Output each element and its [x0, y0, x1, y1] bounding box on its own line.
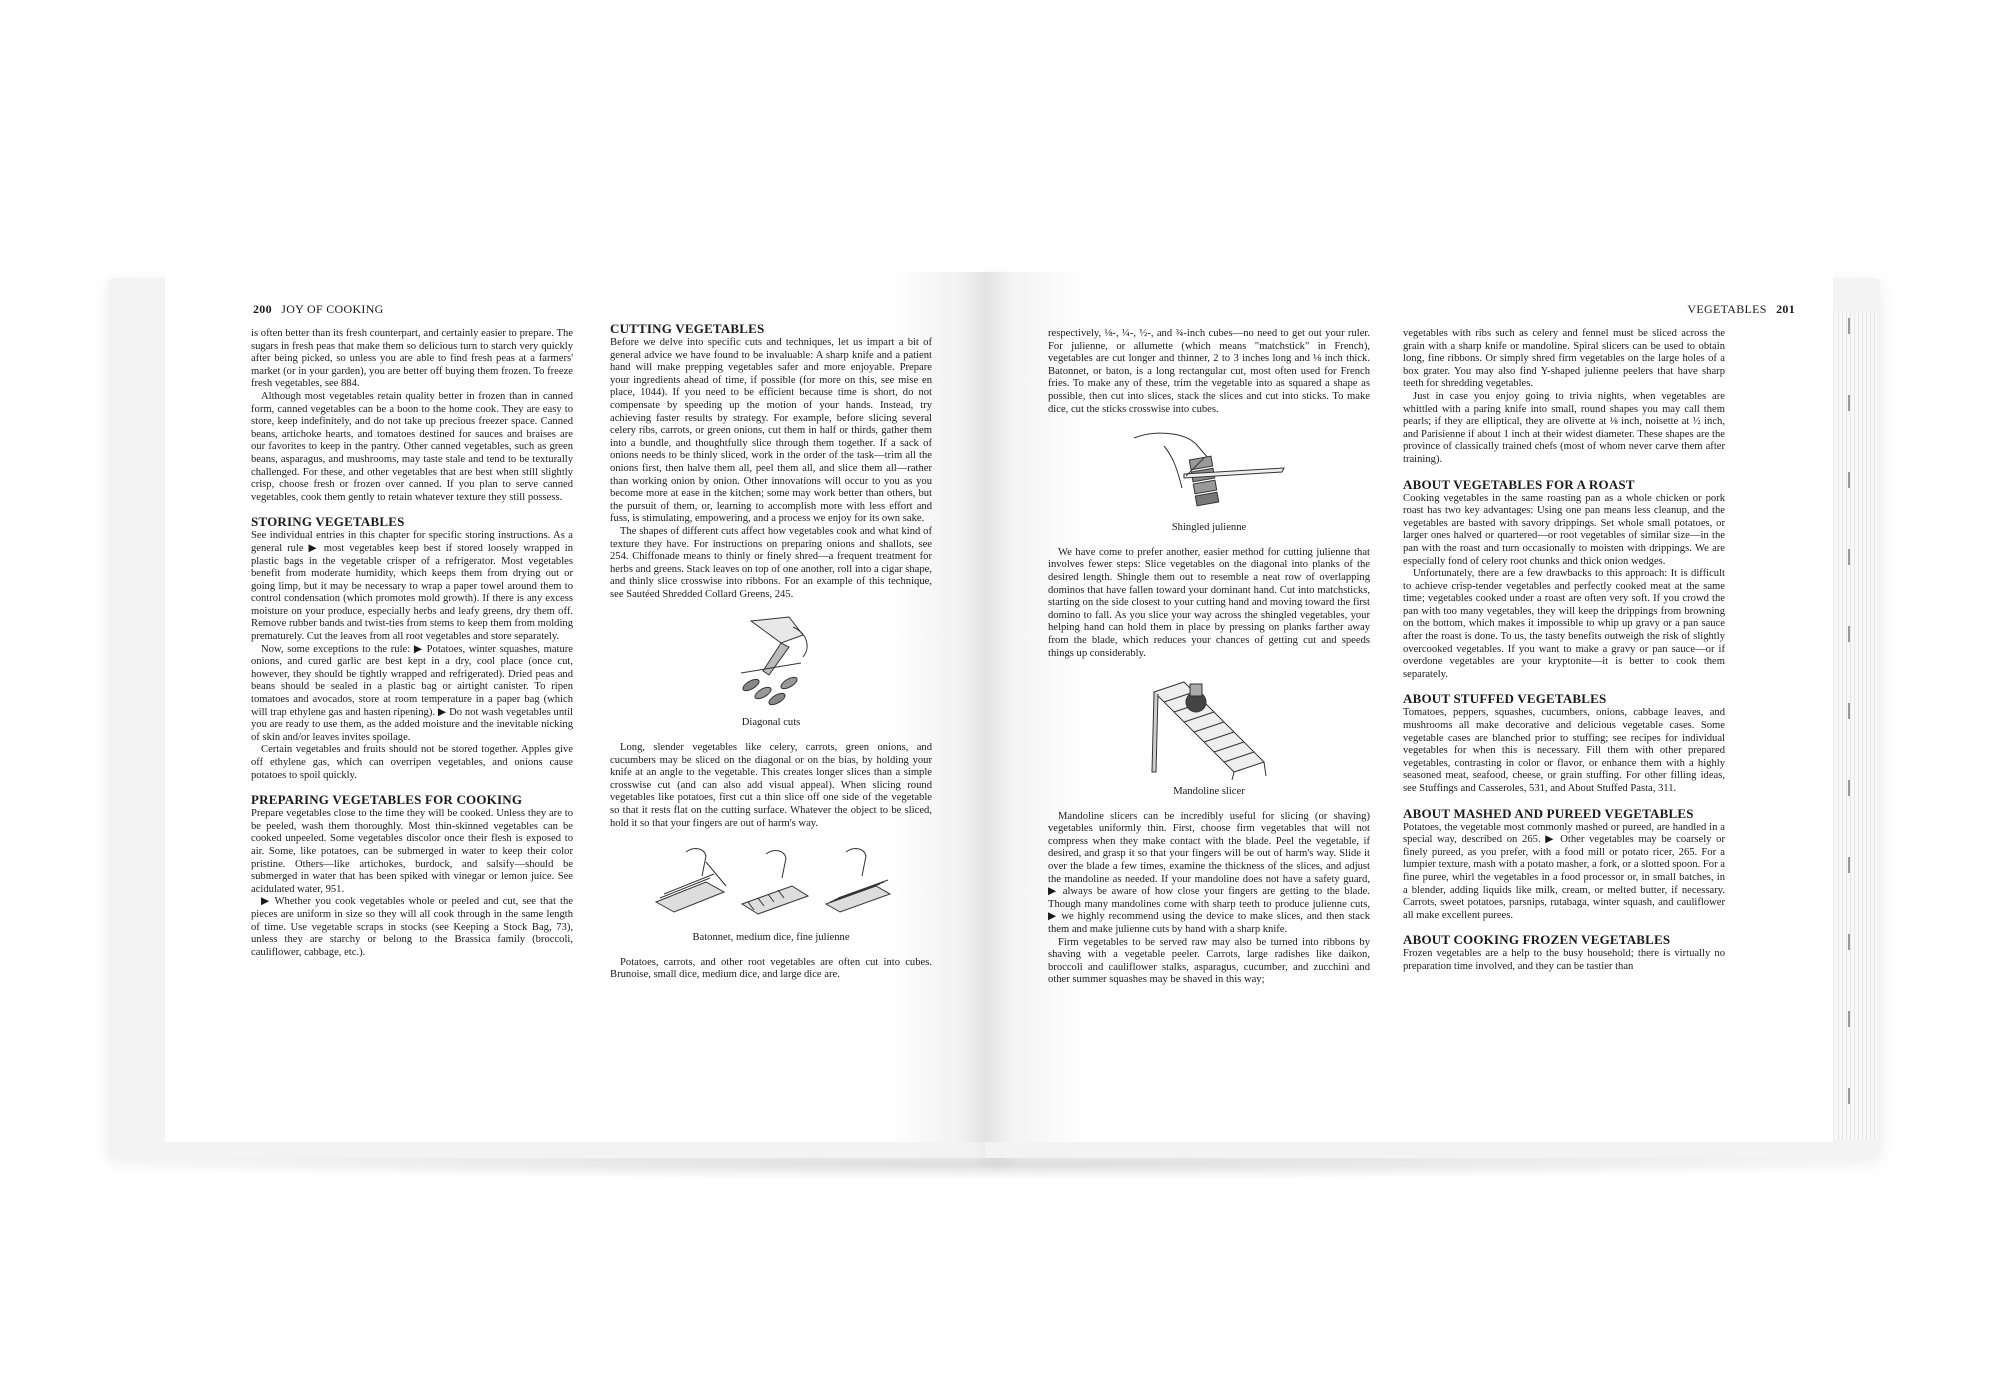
- figure-caption: Batonnet, medium dice, fine julienne: [692, 932, 850, 944]
- page-edges: [1835, 310, 1877, 1140]
- section-heading: ABOUT MASHED AND PUREED VEGETABLES: [1403, 805, 1694, 821]
- figure-caption: Diagonal cuts: [741, 717, 801, 729]
- paragraph: Prepare vegetables close to the time they will be cooked. Unless they are to be peeled, wash them thoroughly. Most thin-skinned vegetables can be cooked unpeeled. Some vegetables discolor once their flesh is exposed to air. Some, like potatoes, can be submerged in water to keep their color pristine. Others—like artichokes, burdock, and salsify—should be submerged in water that has been spiked with vinegar or lemon juice. See acidulated water, 951.: [251, 808, 573, 895]
- paragraph: Mandoline slicers can be incredibly useful for slicing (or shaving) vegetables uniformly thin. First, choose firm vegetables that will not compress when they make contact with the blade. Peel the vegetable, if desired, and grasp it so that your fingers will be out of harm's way. Slide it over the blade a few times, examine the thickness of the slices, and adjust the mandoline as needed. If your mandoline does not have a safety guard, ▶ always be aware of how close your fingers are getting to the blade. Though many mandolines come with sharp teeth to produce julienne cuts, ▶ we highly recommend using the device to make slices, and then stack them and make julienne cuts by hand with a sharp knife.: [1048, 810, 1370, 936]
- right-column-2: [1403, 328, 1725, 974]
- page-edge-tab: [1848, 703, 1850, 719]
- left-column-1: [251, 328, 573, 959]
- page-edge-tab: [1848, 1088, 1850, 1104]
- right-column-1: [1048, 328, 1370, 987]
- figure-batonnet: [610, 842, 932, 945]
- paragraph: Potatoes, the vegetable most commonly mashed or pureed, are handled in a special way, described on 265. ▶ Other vegetables may be coarsely or finely pureed, as you prefer, with a food mill or potato ricer, 265. For a lumpier texture, mash with a potato masher, a fork, or a slotted spoon. For a fine puree, whirl the vegetables in a food processor or, in small batches, in a blender, adding liquids like milk, cream, or melted butter, if necessary. Carrots, sweet potatoes, parsnips, rutabaga, winter squash, and cauliflower all make excellent purees.: [1403, 821, 1725, 921]
- paragraph: ▶ Whether you cook vegetables whole or peeled and cut, see that the pieces are uniform in size so they will all cook through in the same length of time. Use vegetable scraps in stocks (see Keeping a Stock Bag, 73), unless they are starchy or belong to the Brassica family (broccoli, cauliflower, cabbage, etc.).: [251, 896, 573, 958]
- page-edge-tab: [1848, 780, 1850, 796]
- paragraph: Frozen vegetables are a help to the busy household; there is virtually no preparation time involved, and they can be tastier than: [1403, 948, 1725, 972]
- section-heading: STORING VEGETABLES: [251, 514, 405, 530]
- page-number-right: 201: [1776, 302, 1795, 316]
- paragraph: Potatoes, carrots, and other root vegetables are often cut into cubes. Brunoise, small dice, medium dice, and large dice are.: [610, 956, 932, 981]
- figure-shingled-julienne: [1048, 428, 1370, 535]
- paragraph: Although most vegetables retain quality better in frozen than in canned form, canned vegetables can be a boon to the home cook. They are easy to store, keep indefinitely, and do not take up precious freezer space. Canned beans, artichoke hearts, and tomatoes destined for sauces and braises are our favorites to keep in the pantry. Other canned vegetables, such as green beans, asparagus, and mushrooms, may taste stale and tend to be texturally challenged. For these, and other vegetables that are best when still slightly crisp, choose fresh or frozen over canned. If you plan to serve canned vegetables, cook them gently to retain whatever texture they still possess.: [251, 390, 573, 503]
- diagonal-cuts-illustration: [711, 613, 831, 713]
- running-head-right: [1687, 302, 1795, 317]
- page-edge-tab: [1848, 472, 1850, 488]
- shingled-julienne-illustration: [1124, 428, 1294, 518]
- section-heading: CUTTING VEGETABLES: [610, 321, 765, 336]
- page-edge-tab: [1848, 626, 1850, 642]
- section-heading: ABOUT COOKING FROZEN VEGETABLES: [1403, 932, 1671, 948]
- batonnet-dice-julienne-illustration: [646, 842, 896, 928]
- running-head-left: [253, 302, 384, 317]
- paragraph: Before we delve into specific cuts and techniques, let us impart a bit of general advice we have found to be invaluable: A sharp knife and a patient hand will make prepping vegetables safer and more enjoyable. Prepare your ingredients ahead of time, if possible (for more on this, see mise en place, 1044). If you need to be efficient because time is short, do not compensate by speeding up the motion of your hands. Instead, try achieving faster results by strategy. For example, before slicing several celery ribs, carrots, or green onions, cut them in half or thirds, gather them into a bundle, and thoughtfully slice through them together. If a sack of onions needs to be thinly sliced, work in the order of the task—trim all the onions first, then halve them all, peel them all, and slice them all—rather than working onion by onion. Other innovations will occur to you as you become more at ease in the kitchen; some may work better than others, but the pursuit of them, or, learning to accomplish more with less effort and fuss, is stimulating, empowering, and a process we enjoy for its own sake.: [610, 337, 932, 525]
- figure-diagonal-cuts: [610, 613, 932, 730]
- paragraph: Long, slender vegetables like celery, carrots, green onions, and cucumbers may be sliced on the diagonal or on the bias, by holding your knife at an angle to the vegetable. This creates longer slices than a simple crosswise cut (and can also add visual appeal). When slicing round vegetables like potatoes, first cut a thin slice off one side of the vegetable so that it rests flat on the cutting surface. Whatever the object to be sliced, hold it so that your fingers are out of harm's way.: [610, 742, 932, 829]
- paragraph: is often better than its fresh counterpart, and certainly easier to prepare. The sugars in fresh peas that make them so delicious turn to starch very quickly after being picked, so unless you are able to find fresh peas at a farmers' market (or in your garden), you are better off buying them frozen. To freeze fresh vegetables, see 884.: [251, 328, 573, 390]
- section-heading: PREPARING VEGETABLES FOR COOKING: [251, 792, 523, 808]
- paragraph: Just in case you enjoy going to trivia nights, when vegetables are whittled with a paring knife into small, round shapes you may call them pearls; if they are elliptical, they are olivette at ⅛ inch, noisette at ½ inch, and Parisienne if about 1 inch at their widest diameter. These shapes are the province of classically trained chefs (most of whom never carve them after training).: [1403, 390, 1725, 465]
- paragraph: See individual entries in this chapter for specific storing instructions. As a general rule ▶ most vegetables keep best if stored loosely wrapped in plastic bags in the vegetable crisper of a refrigerator. Most vegetables benefit from moderate humidity, which keeps them from drying out or going limp, but it may be necessary to wrap a paper towel around them to control condensation (which promotes mold growth). If there is any excess moisture on your produce, especially herbs and leafy greens, dry them off. Remove rubber bands and twist-ties from stems to keep them from molding prematurely. Cut the leaves from all root vegetables and store separately.: [251, 530, 573, 643]
- mandoline-slicer-illustration: [1134, 672, 1284, 782]
- paragraph: Unfortunately, there are a few drawbacks to this approach: It is difficult to achieve crisp-tender vegetables and perfectly cooked meat at the same time; vegetables cooked under a roast are often very soft. If you crowd the pan with too many vegetables, they will keep the drippings from browning on the bottom, which makes it impossible to whip up gravy or a pan sauce after the roast is done. To us, the tasty benefits outweigh the risk of slightly overcooked vegetables. If you want to make a gravy or pan sauce—or if overdone vegetables are your kryptonite—it is better to cook them separately.: [1403, 568, 1725, 680]
- paragraph: Certain vegetables and fruits should not be stored together. Apples give off ethylene gas, which can overripen vegetables, and onions cause potatoes to spoil quickly.: [251, 744, 573, 781]
- page-edge-tab: [1848, 395, 1850, 411]
- figure-mandoline-slicer: [1048, 672, 1370, 799]
- paragraph: Now, some exceptions to the rule: ▶ Potatoes, winter squashes, mature onions, and cured garlic are best kept in a dry, cool place (once cut, however, they should be tightly wrapped and refrigerated). Dried peas and beans should be sealed in a plastic bag or airtight canister. To ripen tomatoes and avocados, store at room temperature in a paper bag (which will trap ethylene gas and hasten ripening). ▶ Do not wash vegetables until you are ready to use them, as the added moisture and the inevitable nicking of skin and/or leaves invites spoilage.: [251, 643, 573, 743]
- book-title: JOY OF COOKING: [281, 302, 384, 316]
- paragraph: vegetables with ribs such as celery and fennel must be sliced across the grain with a sharp knife or mandoline. Spiral slicers can be used to obtain long, fine ribbons. Or simply shred firm vegetables on the large holes of a box grater. You may also find Y-shaped julienne peelers that have sharp teeth for shredding vegetables.: [1403, 328, 1725, 390]
- page-edge-tab: [1848, 549, 1850, 565]
- paragraph: The shapes of different cuts affect how vegetables cook and what kind of texture they have. For instructions on preparing onions and shallots, see 254. Chiffonade means to thinly or finely shred—a frequent treatment for herbs and greens. Stack leaves on top of one another, roll into a cigar shape, and thinly slice crosswise into ribbons. For an example of this technique, see Sautéed Shredded Collard Greens, 245.: [610, 525, 932, 600]
- page-edge-tab: [1848, 318, 1850, 334]
- paragraph: respectively, ⅛-, ¼-, ½-, and ¾-inch cubes—no need to get out your ruler. For julienne, or allumette (which means "matchstick" in French), vegetables are cut longer and thinner, 2 to 3 inches long and ⅛ inch thick. Batonnet, or baton, is a long rectangular cut, most often used for French fries. To make any of these, trim the vegetable into as squared a shape as possible, then cut into slices, stack the slices and cut into sticks. To make dice, cut the sticks crosswise into cubes.: [1048, 328, 1370, 415]
- section-heading: ABOUT STUFFED VEGETABLES: [1403, 691, 1607, 707]
- left-page: [165, 272, 985, 1142]
- page-edge-tab: [1848, 857, 1850, 873]
- figure-caption: Mandoline slicer: [1173, 786, 1245, 798]
- chapter-title: VEGETABLES: [1687, 302, 1767, 316]
- paragraph: Tomatoes, peppers, squashes, cucumbers, onions, cabbage leaves, and mushrooms all make decorative and delicious vegetable cases. Some vegetable cases are blanched prior to stuffing; see recipes for individual vegetables for when this is necessary. Fill them with other prepared vegetables, contrasting in color or flavor, or enhance them with a highly seasoned meat, seafood, cheese, or grain stuffing. For other filling ideas, see Stuffings and Casseroles, 531, and About Stuffed Pasta, 311.: [1403, 707, 1725, 794]
- page-number-left: 200: [253, 302, 272, 316]
- left-column-2: [610, 322, 932, 982]
- page-edge-tab: [1848, 1011, 1850, 1027]
- page-edge-tab: [1848, 934, 1850, 950]
- paragraph: We have come to prefer another, easier method for cutting julienne that involves fewer steps: Slice vegetables on the diagonal into planks of the desired length. Shingle them out to resemble a neat row of overlapping dominos that have fallen toward your dominant hand. Cut into matchsticks, starting on the side closest to your cutting hand and moving toward the first domino to fall. As you slice your way across the shingled vegetables, your helping hand can hold them in place by pressing on planks farther away from the blade, which reduces your chances of getting cut and speeds things up considerably.: [1048, 546, 1370, 659]
- section-heading: ABOUT VEGETABLES FOR A ROAST: [1403, 476, 1635, 492]
- paragraph: Cooking vegetables in the same roasting pan as a whole chicken or pork roast has two key advantages: Using one pan means less cleanup, and the vegetables are basted with savory drippings. Set whole small potatoes, or larger ones halved or quartered—or root vegetables of similar size—in the pan with the roast and turn occasionally to moisten with drippings. We are especially fond of celery root chunks and thick onion wedges.: [1403, 492, 1725, 567]
- right-page: [985, 272, 1833, 1142]
- figure-caption: Shingled julienne: [1171, 522, 1247, 534]
- paragraph: Firm vegetables to be served raw may also be turned into ribbons by shaving with a vegetable peeler. Carrots, large radishes like daikon, broccoli and cauliflower stalks, asparagus, cucumber, and zucchini and other summer squashes may be shaved in this way;: [1048, 936, 1370, 986]
